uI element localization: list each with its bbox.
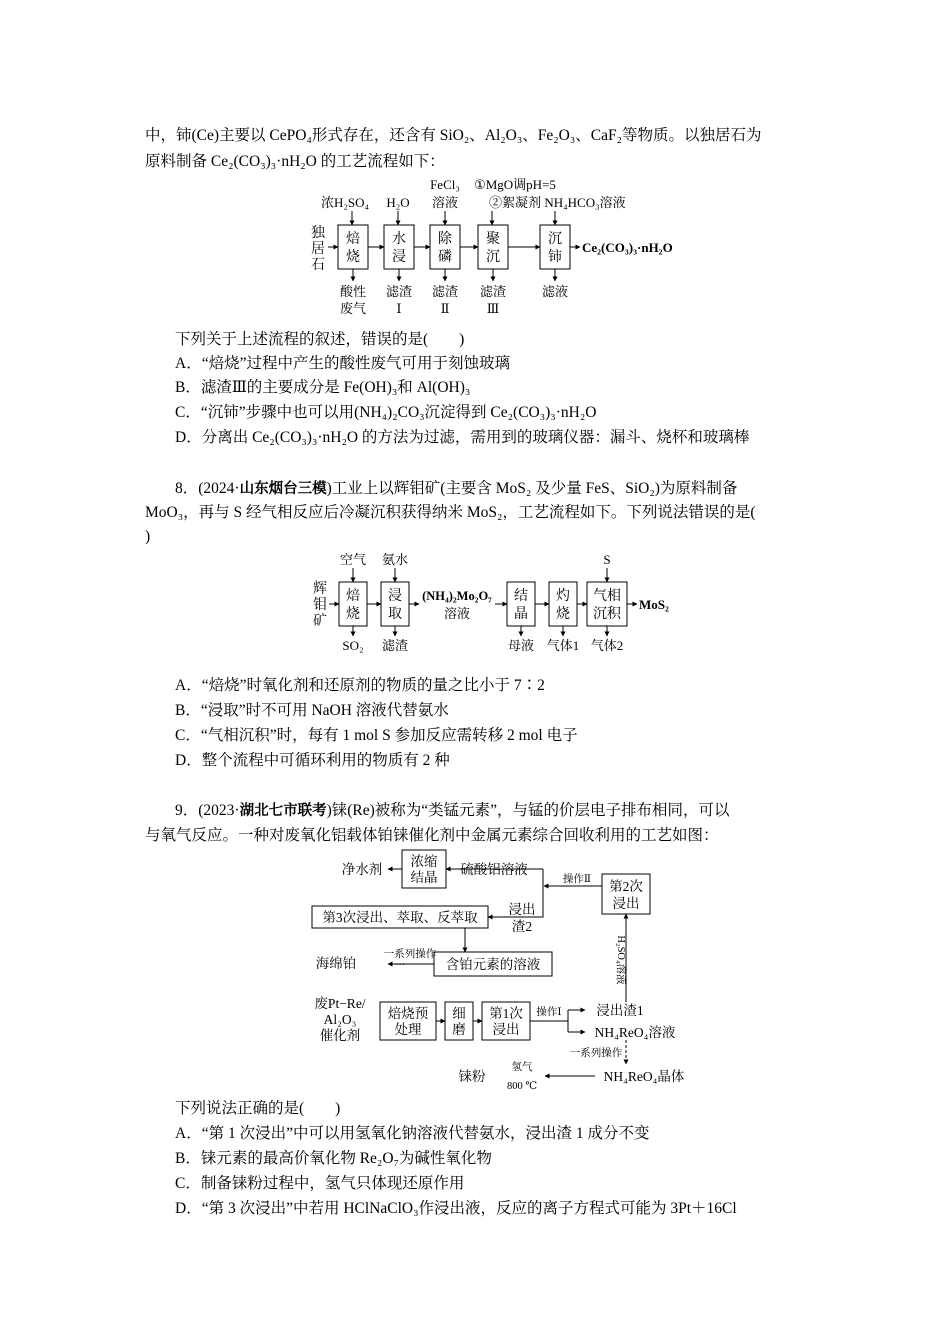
flow2-box-1-b: 烧 [346, 607, 360, 622]
flow3-qingqi: 氢气 [511, 1062, 533, 1073]
flow1-input-7: NH₄HCO₃溶液 [544, 195, 626, 210]
flow3-beishao-b: 处理 [394, 1022, 422, 1037]
intro-line-1: 中，铈(Ce)主要以 CePO₄形式存在，还含有 SiO₂、Al₂O₃、Fe₂O₃、CaF₂等物质。以独居石为 [145, 127, 762, 144]
flow2-start-3: 矿 [313, 614, 327, 629]
q9-option-d: D．“第 3 次浸出”中若用 HClNaClO₃作浸出液，反应的离子方程式可能为 3Pt＋16Cl [175, 1200, 737, 1217]
flow1-input-2: H₂O [386, 195, 410, 210]
flow3-haimianbo: 海绵铂 [315, 956, 357, 971]
q7-option-c: C．“沉铈”步骤中也可以用(NH₄)₂CO₃沉淀得到 Ce₂(CO₃)₃·nH₂O [175, 404, 597, 421]
flow3-di2ci-b: 浸出 [612, 896, 640, 911]
flow1-box-5-a: 沉 [548, 232, 562, 247]
flow3-beishao-a: 焙烧预 [387, 1006, 429, 1021]
flow3-hanbo: 含铂元素的溶液 [445, 957, 541, 972]
intro-line-2: 原料制备 Ce₂(CO₃)₃·nH₂O 的工艺流程如下： [145, 153, 445, 170]
flow1-output-6: Ⅱ [440, 301, 450, 316]
flow3-fei-b: Al₂O₃ [323, 1012, 357, 1027]
flow2-box-5-b: 沉积 [593, 607, 621, 622]
q9-option-b: B．铼元素的最高价氧化物 Re₂O₇为碱性氧化物 [175, 1150, 492, 1167]
flow1-box-5-b: 铈 [548, 250, 562, 265]
flow1-output-1: 酸性 [339, 284, 367, 299]
flow3-di3ci: 第3次浸出、萃取、反萃取 [322, 910, 478, 925]
q8-option-b: B．“浸取”时不可用 NaOH 溶液代替氨水 [175, 702, 449, 719]
q8-number: 8．(2024· [175, 480, 240, 497]
flowchart-mos2 [305, 548, 705, 660]
flow3-dots: ··· [394, 960, 406, 971]
flow2-box-4-b: 烧 [556, 607, 570, 622]
q8-option-c: C．“气相沉积”时，每有 1 mol S 参加反应需转移 2 mol 电子 [175, 727, 578, 744]
flow1-input-4: 溶液 [431, 195, 459, 210]
flow1-input-5: ①MgO调pH=5 [474, 177, 556, 192]
flow1-input-3: FeCl₃ [430, 177, 460, 192]
flow3-jinchuzha1: 浸出渣1 [596, 1003, 644, 1018]
flow1-box-3-a: 除 [438, 232, 452, 247]
flow1-input-6: ②絮凝剂 [488, 195, 542, 210]
q9-line-1-rest: )铼(Re)被称为“类锰元素”，与锰的价层电子排布相同，可以 [326, 802, 730, 819]
flow1-box-4-a: 聚 [486, 232, 500, 247]
flow1-output-8: Ⅲ [486, 301, 500, 316]
flow3-jingshuiji: 净水剂 [341, 862, 383, 877]
flow2-input-1: 空气 [339, 552, 367, 567]
flow1-output-3: 滤渣 [385, 284, 413, 299]
q9-option-a: A．“第 1 次浸出”中可以用氢氧化钠溶液代替氨水，浸出渣 1 成分不变 [175, 1125, 650, 1142]
flow1-output-5: 滤渣 [431, 284, 459, 299]
flow3-temp: 800 ℃ [506, 1081, 538, 1092]
flow2-box-1-a: 焙 [346, 589, 360, 604]
q8-line-1-rest: )工业上以辉钼矿(主要含 MoS₂ 及少量 FeS、SiO₂)为原料制备 [326, 480, 738, 497]
flow2-output-5: 气体2 [590, 638, 624, 653]
flow1-input-1: 浓H₂SO₄ [320, 195, 370, 210]
flow2-box-2-b: 取 [388, 607, 402, 622]
flow3-di2ci-a: 第2次 [609, 879, 643, 894]
q8-line-2: MoO₃，再与 S 经气相反应后冷凝沉积获得纳米 MoS₂，工艺流程如下。下列说法错误的是( [145, 504, 756, 521]
flow2-input-2: 氨水 [381, 552, 409, 567]
flow2-output-2: 滤渣 [381, 638, 409, 653]
flow3-jinchuzha2-a: 浸出 [508, 902, 536, 917]
q7-option-b: B．滤渣Ⅲ的主要成分是 Fe(OH)₃和 Al(OH)₃ [175, 379, 471, 396]
flowchart-pt-re [300, 844, 700, 1094]
flow2-output-1: SO₂ [342, 638, 364, 653]
flow1-product: Ce₂(CO₃)₃·nH₂O [582, 240, 673, 255]
flow1-box-1-b: 烧 [346, 250, 360, 265]
flow3-caozuo1: 操作Ⅰ [536, 1007, 562, 1018]
flow2-box-3-b: 晶 [514, 607, 528, 622]
flow3-lvsuan: 硫酸铝溶液 [460, 862, 528, 877]
flow1-output-4: Ⅰ [396, 301, 402, 316]
flow1-output-7: 滤渣 [479, 284, 507, 299]
q7-stem: 下列关于上述流程的叙述，错误的是( ) [175, 331, 465, 348]
q7-option-a: A．“焙烧”过程中产生的酸性废气可用于刻蚀玻璃 [175, 355, 510, 372]
flow3-laifen: 铼粉 [458, 1069, 486, 1084]
q8-option-d: D．整个流程中可循环利用的物质有 2 种 [175, 752, 450, 769]
flow2-output-3: 母液 [507, 638, 535, 653]
flow3-di1ci-a: 第1次 [489, 1006, 523, 1021]
flow3-di1ci-b: 浸出 [492, 1022, 520, 1037]
flow2-start-1: 辉 [313, 582, 327, 597]
flow1-output-9: 滤液 [541, 284, 569, 299]
flow2-input-3: S [603, 552, 611, 567]
q8-source: 山东烟台三模 [239, 481, 327, 497]
flow1-output-2: 废气 [339, 301, 367, 316]
flow3-jinchuzha2-b: 渣2 [511, 919, 533, 934]
flow2-box-3-a: 结 [514, 589, 528, 604]
flow1-box-2-b: 浸 [392, 250, 406, 265]
flow3-ximo-a: 细 [452, 1006, 466, 1021]
flow1-start-1: 独 [311, 226, 325, 241]
flow3-h2so4: H₂SO₄溶液 [615, 935, 626, 985]
q9-option-c: C．制备铼粉过程中，氢气只体现还原作用 [175, 1175, 465, 1192]
flowchart-ce [300, 175, 720, 320]
flow2-box-4-a: 灼 [556, 589, 570, 604]
q9-number: 9．(2023· [175, 802, 240, 819]
flow3-yixilie2: 一系列操作 [569, 1048, 623, 1059]
flow3-fei-a: 废Pt−Re/ [314, 996, 366, 1011]
q9-stem: 下列说法正确的是( ) [175, 1100, 341, 1117]
flow3-nongsuo-b: 结晶 [410, 870, 438, 885]
flow2-middle-2: 溶液 [443, 606, 471, 621]
q9-line-1 [175, 801, 730, 821]
flow1-box-2-a: 水 [392, 232, 406, 247]
flow2-start-2: 钼 [313, 598, 327, 613]
flow3-nh4reo4-sol: NH₄ReO₄溶液 [594, 1025, 676, 1040]
q7-option-d: D．分离出 Ce₂(CO₃)₃·nH₂O 的方法为过滤，需用到的玻璃仪器：漏斗、烧杯和玻璃棒 [175, 429, 750, 446]
flow1-box-4-b: 沉 [486, 250, 500, 265]
q8-option-a: A．“焙烧”时氧化剂和还原剂的物质的量之比小于 7∶2 [175, 677, 545, 694]
flow2-box-5-a: 气相 [593, 589, 621, 604]
flow3-fei-c: 催化剂 [319, 1028, 361, 1043]
q9-line-2: 与氧气反应。一种对废氧化铝载体铂铼催化剂中金属元素综合回收利用的工艺如图： [145, 827, 719, 844]
q8-line-3: ) [145, 528, 151, 545]
flow2-product: MoS₂ [639, 597, 669, 612]
flow1-box-1-a: 焙 [346, 232, 360, 247]
flow2-box-2-a: 浸 [388, 589, 402, 604]
q8-line-1 [175, 479, 737, 499]
flow1-start-3: 石 [311, 258, 325, 273]
flow1-box-3-b: 磷 [438, 250, 452, 265]
q9-source: 湖北七市联考 [239, 803, 327, 819]
flow3-nongsuo-a: 浓缩 [410, 854, 438, 869]
flow2-middle-1: (NH₄)₂Mo₂O₇ [422, 589, 492, 603]
flow3-nh4reo4-crys: NH₄ReO₄晶体 [603, 1069, 685, 1084]
flow1-start-2: 居 [311, 242, 325, 257]
flow3-caozuo2: 操作Ⅱ [562, 874, 592, 885]
flow3-yixilie: 一系列操作 [383, 949, 437, 960]
flow3-ximo-b: 磨 [452, 1022, 466, 1037]
flow2-output-4: 气体1 [546, 638, 580, 653]
